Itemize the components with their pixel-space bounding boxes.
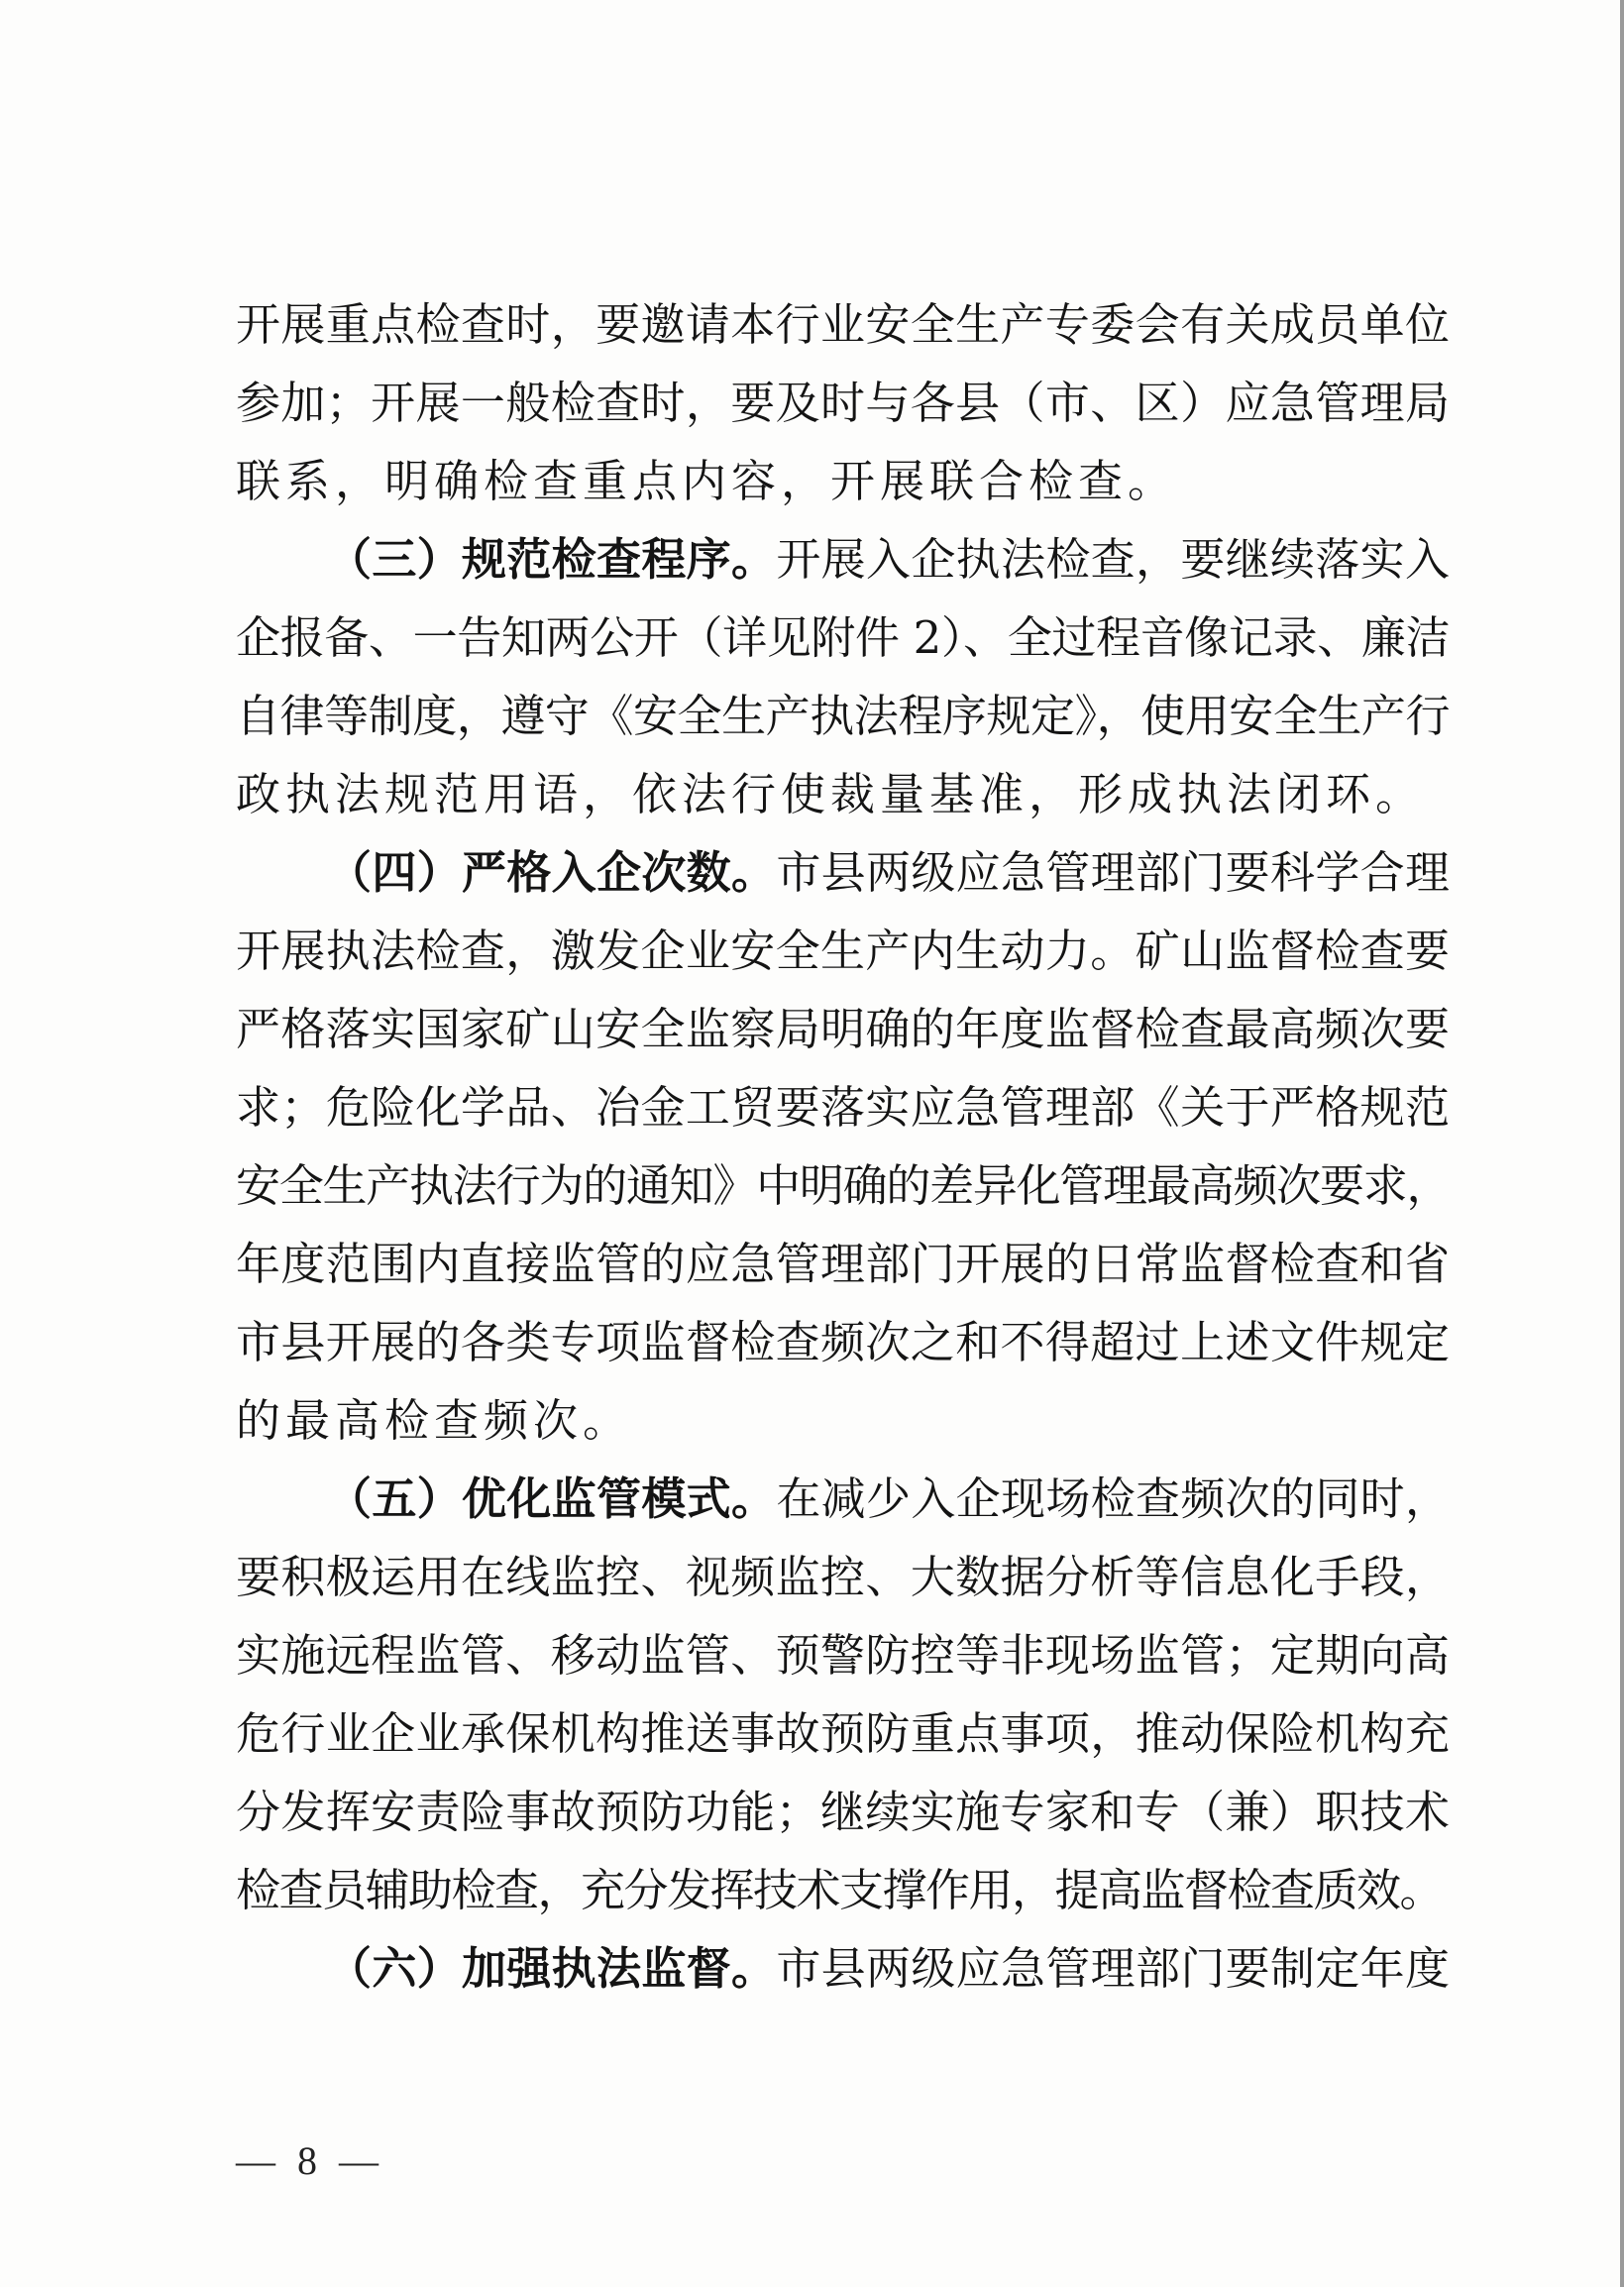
text-line: 企报备、一告知两公开（详见附件 2）、全过程音像记录、廉洁 xyxy=(236,611,1450,664)
text-span: 在减少入企现场检查频次的同时， xyxy=(776,1472,1450,1525)
paragraph-first-line xyxy=(236,1929,1450,2008)
text-line: 求；危险化学品、冶金工贸要落实应急管理部《关于严格规范 xyxy=(236,1081,1450,1134)
document-body xyxy=(236,285,1450,2008)
text-line: 实施远程监管、移动监管、预警防控等非现场监管；定期向高 xyxy=(236,1629,1450,1682)
text-line: 开展重点检查时，要邀请本行业安全生产专委会有关成员单位 xyxy=(236,298,1450,351)
text-span: 开展入企执法检查，要继续落实入 xyxy=(776,533,1450,586)
text-line: 参加；开展一般检查时，要及时与各县（市、区）应急管理局 xyxy=(236,377,1450,429)
text-line: 要积极运用在线监控、视频监控、大数据分析等信息化手段， xyxy=(236,1551,1450,1603)
text-line: 联系，明确检查重点内容，开展联合检查。 xyxy=(236,455,1178,507)
section-heading: （六）加强执法监督。 xyxy=(327,1942,777,1995)
page-number: — 8 — xyxy=(236,2138,384,2183)
text-span: 市县两级应急管理部门要制定年度 xyxy=(776,1942,1450,1995)
section-heading: （三）规范检查程序。 xyxy=(327,533,777,586)
text-span: 市县两级应急管理部门要科学合理 xyxy=(776,846,1450,899)
section-heading: （四）严格入企次数。 xyxy=(327,846,777,899)
scan-edge xyxy=(1620,0,1624,2287)
text-line: 安全生产执法行为的通知》中明确的差异化管理最高频次要求， xyxy=(236,1159,1450,1212)
text-line: 检查员辅助检查，充分发挥技术支撑作用，提高监督检查质效。 xyxy=(236,1864,1444,1916)
paragraph-first-line xyxy=(236,520,1450,599)
text-line: 开展执法检查，激发企业安全生产内生动力。矿山监督检查要 xyxy=(236,925,1450,977)
text-line: 市县开展的各类专项监督检查频次之和不得超过上述文件规定 xyxy=(236,1316,1450,1368)
text-line: 的最高检查频次。 xyxy=(236,1394,633,1447)
paragraph-first-line xyxy=(236,1460,1450,1538)
text-line: 分发挥安责险事故预防功能；继续实施专家和专（兼）职技术 xyxy=(236,1786,1450,1838)
section-heading: （五）优化监管模式。 xyxy=(327,1472,777,1525)
text-line: 危行业企业承保机构推送事故预防重点事项，推动保险机构充 xyxy=(236,1707,1450,1760)
text-line: 严格落实国家矿山安全监察局明确的年度监督检查最高频次要 xyxy=(236,1003,1450,1055)
text-line: 政执法规范用语，依法行使裁量基准，形成执法闭环。 xyxy=(236,768,1426,820)
text-line: 自律等制度，遵守《安全生产执法程序规定》，使用安全生产行 xyxy=(236,690,1450,742)
paragraph-first-line xyxy=(236,833,1450,912)
text-line: 年度范围内直接监管的应急管理部门开展的日常监督检查和省 xyxy=(236,1238,1450,1290)
